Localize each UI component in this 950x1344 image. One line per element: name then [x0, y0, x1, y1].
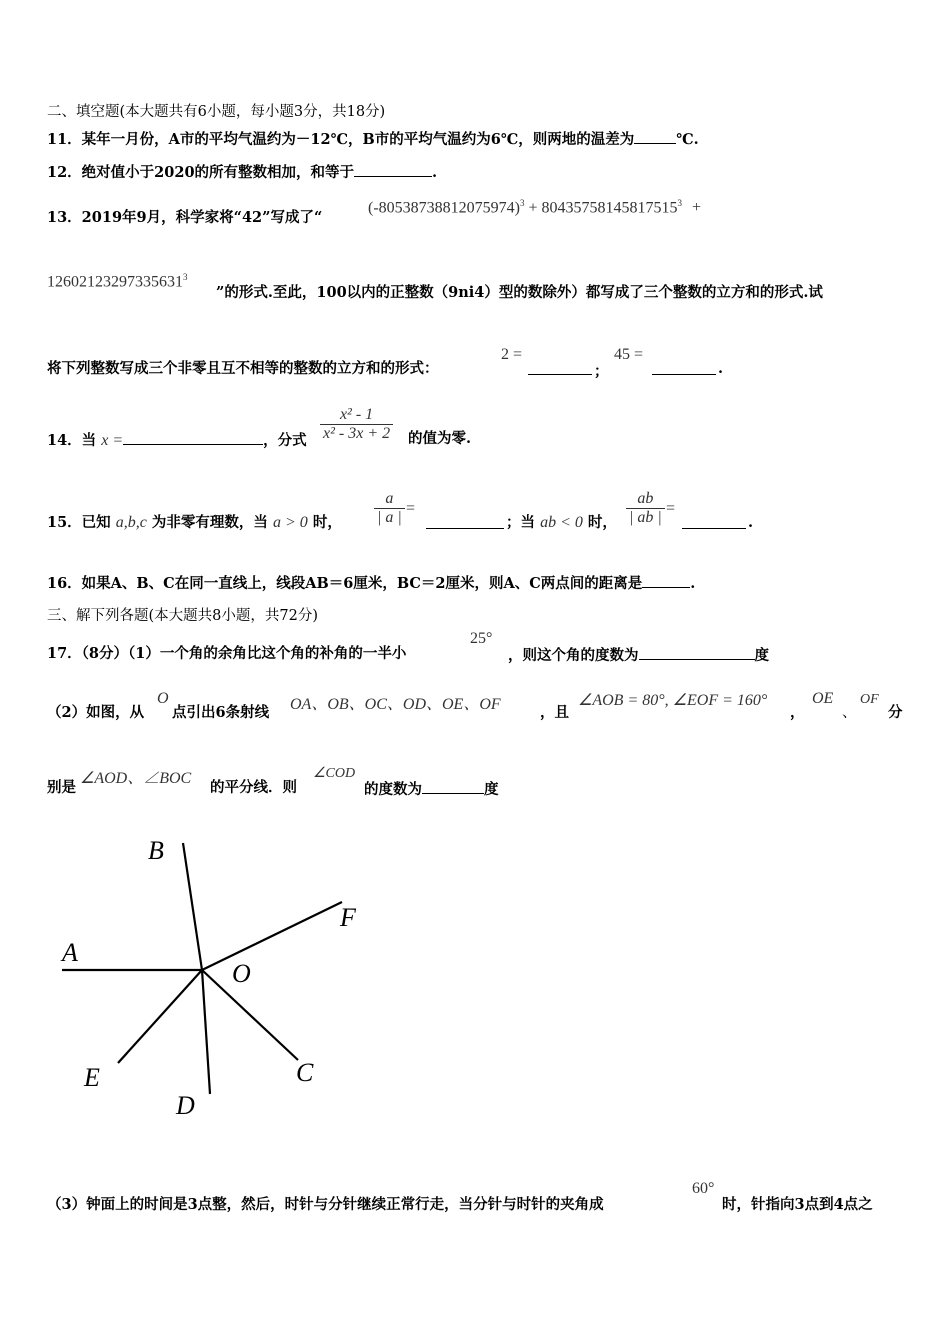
- question-17-part-2b-mid: 的平分线．则: [210, 779, 297, 796]
- question-13-line-1: 13．2019年9月，科学家将“42”写成了“: [47, 209, 323, 226]
- question-17-part-1-tail: ，则这个角的度数为 度: [508, 647, 769, 664]
- question-13-line-2: ”的形式.至此，100以内的正整数（9ni4）型的数除外）都写成了三个整数的立方和的形式.试: [216, 284, 823, 301]
- question-17-part-2b: 别是: [47, 779, 76, 796]
- question-17-part-2-fen: 分: [888, 704, 903, 721]
- question-17-part-2b-tail: 的度数为 度: [364, 781, 499, 798]
- q17-angle-25: 25°: [470, 630, 493, 647]
- q13-end: .: [718, 360, 724, 377]
- question-17-part-2-comma: ，且: [540, 704, 569, 721]
- question-14-tail: 的值为零.: [408, 430, 472, 447]
- q17-bisected-angles: ∠AOD、∠BOC: [80, 770, 192, 787]
- question-17-part-3-tail: 时，针指向3点到4点之: [722, 1196, 873, 1213]
- answer-blank-17b[interactable]: [422, 779, 484, 794]
- q17-rays: OA、OB、OC、OD、OE、OF: [290, 696, 501, 713]
- ray-ob: [183, 843, 202, 970]
- answer-blank-13a[interactable]: [528, 360, 592, 375]
- q17-angle-condition: ∠AOB = 80°, ∠EOF = 160°: [578, 692, 768, 709]
- question-14: 14．当 x = ，分式: [47, 432, 307, 449]
- q13-expression: $(-80538738812075974)^3 + 80435758145817515^3$ +: [368, 198, 702, 217]
- q17-ray-oe: OE: [812, 690, 834, 707]
- label-d: D: [176, 1091, 195, 1120]
- section-3-heading: 三、解下列各题(本大题共8小题，共72分): [47, 608, 318, 624]
- q17-angle-60: 60°: [692, 1180, 715, 1197]
- answer-blank-15b[interactable]: [682, 514, 746, 529]
- q13-expression-cont: 12602123297335631$^3$: [47, 272, 188, 291]
- question-12: 12．绝对值小于2020的所有整数相加，和等于 .: [47, 164, 438, 181]
- label-c: C: [296, 1058, 314, 1087]
- label-o: O: [232, 959, 251, 988]
- answer-blank-12[interactable]: [354, 162, 432, 177]
- point-o-label: O: [157, 690, 169, 707]
- q15-eq-1: =: [406, 500, 416, 517]
- q14-fraction: $\frac{\text{x² - 1}}{\text{x² - 3x + 2}}$: [320, 406, 393, 443]
- q15-eq-2: =: [666, 500, 676, 517]
- question-17-part-1: 17．（8分）（1）一个角的余角比这个角的补角的一半小: [47, 645, 407, 662]
- answer-blank-11[interactable]: [634, 129, 676, 144]
- ray-of: [202, 902, 342, 970]
- label-e: E: [84, 1063, 100, 1092]
- q17-angle-cod: ∠COD: [313, 766, 356, 781]
- q13-eq-2: 2 =: [501, 346, 523, 363]
- question-17-part-2-comma2: ，: [790, 704, 805, 721]
- question-17-part-2-dun: 、: [842, 705, 857, 721]
- q15-fraction-1: $\frac{a}{| a |}$: [374, 490, 405, 527]
- section-2-heading: 二、填空题(本大题共有6小题，每小题3分，共18分): [47, 104, 386, 120]
- q13-separator: ；: [594, 363, 609, 380]
- question-17-part-2-mid: 点引出6条射线: [172, 704, 270, 721]
- rays-figure: [50, 830, 370, 1130]
- question-15: 15．已知 a,b,c 为非零有理数，当 a > 0 时，: [47, 514, 342, 531]
- question-16: 16．如果A、B、C在同一直线上，线段AB＝6厘米，BC＝2厘米，则A、C两点间的距离是 .: [47, 575, 696, 592]
- q13-eq-45: 45 =: [614, 346, 644, 363]
- answer-blank-13b[interactable]: [652, 360, 716, 375]
- question-13-line-3: 将下列整数写成三个非零且互不相等的整数的立方和的形式：: [47, 360, 439, 377]
- ray-od: [202, 970, 210, 1094]
- q15-fraction-2: $\frac{ab}{| ab |}$: [626, 490, 665, 527]
- label-a: A: [62, 938, 78, 967]
- q15-end: .: [748, 514, 754, 531]
- answer-blank-17a[interactable]: [639, 645, 755, 660]
- question-17-part-3: （3）钟面上的时间是3点整，然后，时针与分针继续正常行走，当分针与时针的夹角成: [47, 1196, 604, 1213]
- q17-ray-of: OF: [860, 692, 879, 707]
- question-15-mid: ；当 ab < 0 时，: [506, 514, 617, 531]
- answer-blank-16[interactable]: [642, 573, 690, 588]
- question-17-part-2: （2）如图，从: [47, 704, 145, 721]
- answer-blank-15a[interactable]: [426, 514, 504, 529]
- label-f: F: [340, 903, 356, 932]
- label-b: B: [148, 836, 164, 865]
- question-11: 11．某年一月份，A市的平均气温约为－12℃，B市的平均气温约为6℃，则两地的温差为 ℃.: [47, 131, 699, 148]
- answer-blank-14[interactable]: [123, 430, 263, 445]
- ray-oe: [118, 970, 202, 1063]
